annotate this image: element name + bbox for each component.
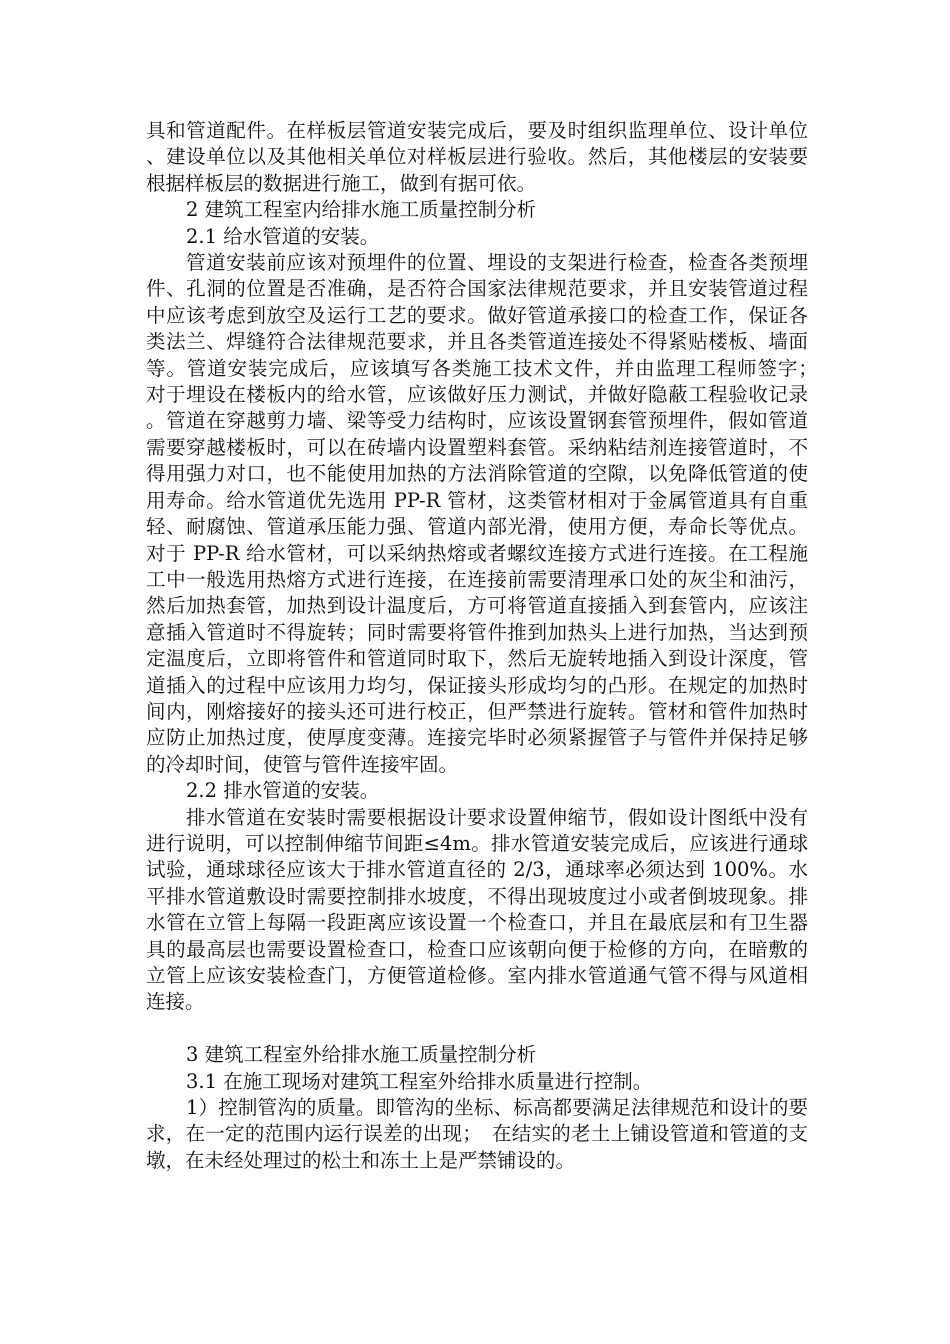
subsection-heading-2-1: 2.1 给水管道的安装。: [186, 224, 380, 248]
section-heading-2: 2 建筑工程室内给排水施工质量控制分析: [186, 198, 537, 222]
paragraph-intro: 具和管道配件。在样板层管道安装完成后，要及时组织监理单位、设计单位、建设单位以及其他相关单位对样板层进行验收。然后，其他楼层的安装要根据样板层的数据进行施工，做到有据可依。: [146, 119, 808, 195]
paragraph-trench-quality: 1）控制管沟的质量。即管沟的坐标、标高都要满足法律规范和设计的要求，在一定的范围内运行误差的出现； 在结实的老土上铺设管道和管道的支墩，在未经处理过的松土和冻土上是严禁铺设的。: [146, 1096, 808, 1172]
section-heading-3: 3 建筑工程室外给排水施工质量控制分析: [186, 1043, 537, 1067]
blank-line: [146, 1016, 808, 1042]
document-page: [146, 118, 828, 1174]
paragraph-drainage: 排水管道在安装时需要根据设计要求设置伸缩节，假如设计图纸中没有进行说明，可以控制伸缩节间距≤4m。排水管道安装完成后，应该进行通球试验，通球球径应该大于排水管道直径的 2/3，通球率必须达到 100%。水平排水管道敷设时需要控制排水坡度，不得出现坡度过小或者倒坡现象。排水管在立管上每隔一段距离应该设置一个检查口，并且在最底层和有卫生器具的最高层也需要设置检查口，检查口应该朝向便于检修的方向，在暗敷的立管上应该安装检查门，方便管道检修。室内排水管道通气管不得与风道相连接。: [146, 805, 808, 1014]
subsection-heading-2-2: 2.2 排水管道的安装。: [186, 779, 380, 803]
paragraph-water-supply: 管道安装前应该对预埋件的位置、埋设的支架进行检查，检查各类预埋件、孔洞的位置是否准确，是否符合国家法律规范要求，并且安装管道过程中应该考虑到放空及运行工艺的要求。做好管道承接口的检查工作，保证各类法兰、焊缝符合法律规范要求，并且各类管道连接处不得紧贴楼板、墙面等。管道安装完成后，应该填写各类施工技术文件，并由监理工程师签字； 对于埋设在楼板内的给水管，应该做好压力测试，并做好隐蔽工程验收记录。管道在穿越剪力墙、梁等受力结构时，应该设置钢套管预埋件，假如管道需要穿越楼板时，可以在砖墙内设置塑料套管。采纳粘结剂连接管道时，不得用强力对口，也不能使用加热的方法消除管道的空隙，以免降低管道的使用寿命。给水管道优先选用 PP-R 管材，这类管材相对于金属管道具有自重轻、耐腐蚀、管道承压能力强、管道内部光滑，使用方便，寿命长等优点。对于 PP-R 给水管材，可以采纳热熔或者螺纹连接方式进行连接。在工程施工中一般选用热熔方式进行连接，在连接前需要清理承口处的灰尘和油污，然后加热套管，加热到设计温度后，方可将管道直接插入到套管内，应该注意插入管道时不得旋转；同时需要将管件推到加热头上进行加热，当达到预定温度后，立即将管件和管道同时取下，然后无旋转地插入到设计深度，管道插入的过程中应该用力均匀，保证接头形成均匀的凸形。在规定的加热时间内，刚熔接好的接头还可进行校正，但严禁进行旋转。管材和管件加热时应防止加热过度，使厚度变薄。连接完毕时必须紧握管子与管件并保持足够的冷却时间，使管与管件连接牢固。: [146, 251, 828, 776]
subsection-heading-3-1: 3.1 在施工现场对建筑工程室外给排水质量进行控制。: [186, 1069, 653, 1093]
